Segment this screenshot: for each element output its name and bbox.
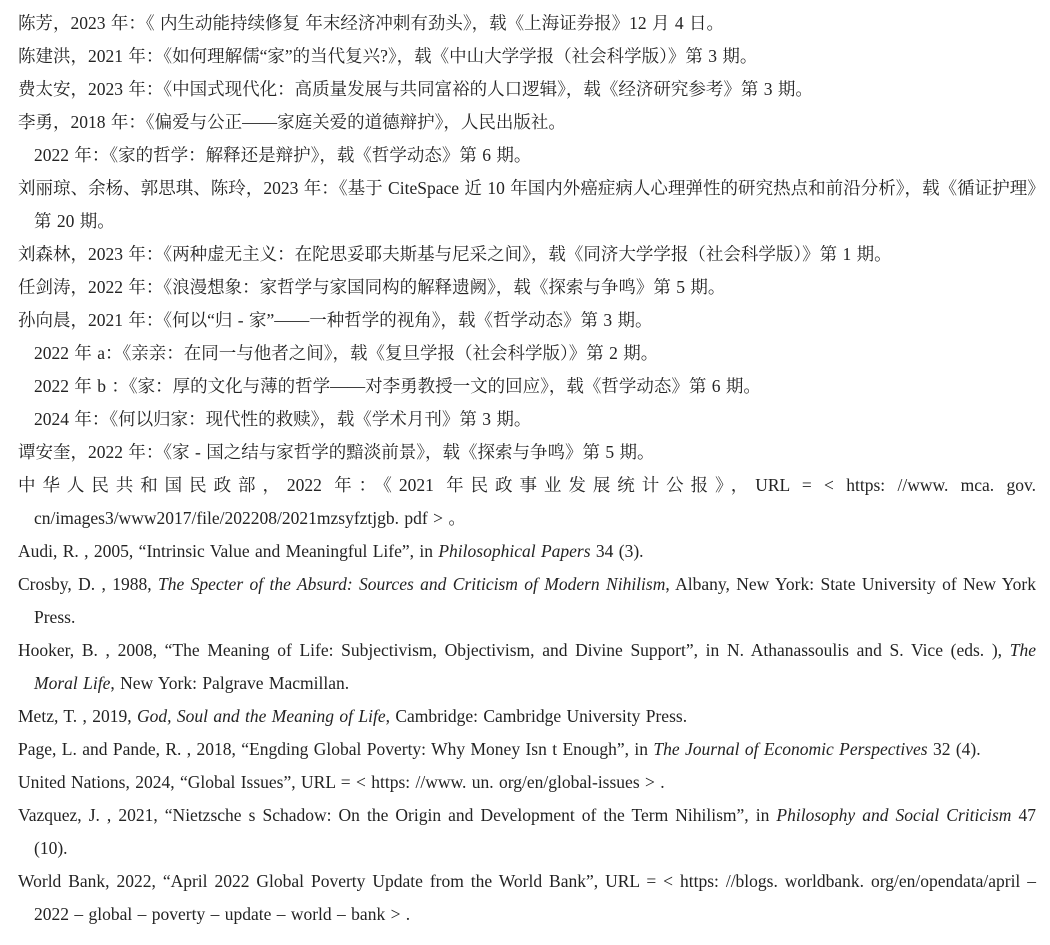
reference-text: , Cambridge: Cambridge University Press. — [385, 706, 688, 726]
reference-text: World Bank, 2022, “April 2022 Global Poverty Update from the World Bank”, URL = < https: //blogs. worldbank. org/en/opendata/april – 2022 – global – poverty – update – world – bank > . — [18, 871, 1036, 924]
reference-text: 2022 年 a：《亲亲：在同一与他者之间》，载《复旦学报（社会科学版）》第 2 期。 — [34, 343, 659, 363]
reference-entry — [18, 469, 1036, 535]
reference-entry — [18, 106, 1036, 139]
reference-entry — [18, 733, 1036, 766]
reference-text: 47 (10). — [34, 805, 1037, 858]
reference-text: Audi, R. , 2005, “Intrinsic Value and Meaningful Life”, in — [18, 541, 439, 561]
reference-list — [18, 7, 1036, 931]
reference-text: Hooker, B. , 2008, “The Meaning of Life: Subjectivism, Objectivism, and Divine Support”, in N. Athanassoulis and S. Vice (eds. ), — [18, 640, 1010, 660]
reference-text: , New York: Palgrave Macmillan. — [110, 673, 350, 693]
reference-text: 刘森林，2023 年：《两种虚无主义：在陀思妥耶夫斯基与尼采之间》，载《同济大学学报（社会科学版）》第 1 期。 — [18, 244, 892, 264]
reference-entry — [18, 40, 1036, 73]
reference-title-italic: The Specter of the Absurd: Sources and Criticism of Modern Nihilism — [158, 574, 666, 594]
reference-text: 34 (3). — [590, 541, 644, 561]
reference-text: United Nations, 2024, “Global Issues”, URL = < https: //www. un. org/en/global-issues > . — [18, 772, 665, 792]
reference-text: 费太安，2023 年：《中国式现代化：高质量发展与共同富裕的人口逻辑》，载《经济研究参考》第 3 期。 — [18, 79, 813, 99]
reference-entry — [18, 73, 1036, 106]
reference-text: Page, L. and Pande, R. , 2018, “Engding Global Poverty: Why Money Isn t Enough”, in — [18, 739, 654, 759]
reference-text: 2024 年：《何以归家：现代性的救赎》，载《学术月刊》第 3 期。 — [34, 409, 532, 429]
reference-text: 任剑涛，2022 年：《浪漫想象：家哲学与家国同构的解释遗阙》，载《探索与争鸣》第 5 期。 — [18, 277, 726, 297]
reference-text: Vazquez, J. , 2021, “Nietzsche s Schadow: On the Origin and Development of the Term Nihilism”, in — [18, 805, 777, 825]
reference-text: Crosby, D. , 1988, — [18, 574, 159, 594]
reference-title-italic: Philosophical Papers — [438, 541, 591, 561]
reference-title-italic: The Journal of Economic Perspectives — [653, 739, 928, 759]
reference-entry — [18, 370, 1036, 403]
reference-title-italic: The Moral Life — [34, 640, 1036, 693]
reference-entry — [18, 766, 1036, 799]
reference-entry — [18, 865, 1036, 931]
reference-entry — [18, 799, 1036, 865]
reference-entry — [18, 304, 1036, 337]
reference-title-italic: Philosophy and Social Criticism — [776, 805, 1012, 825]
reference-entry — [18, 634, 1036, 700]
reference-title-italic: God, Soul and the Meaning of Life — [137, 706, 386, 726]
reference-text: 中华人民共和国民政部，2022 年：《2021 年民政事业发展统计公报》，URL = < https: //www. mca. gov. cn/images3/www2017/file/202208/2021mzsyfztjgb. pdf > 。 — [18, 475, 1036, 528]
reference-entry — [18, 139, 1036, 172]
reference-entry — [18, 238, 1036, 271]
reference-text: 2022 年：《家的哲学：解释还是辩护》，载《哲学动态》第 6 期。 — [34, 145, 532, 165]
reference-entry — [18, 172, 1036, 238]
reference-text: , Albany, New York: State University of New York Press. — [34, 574, 1036, 627]
reference-text: 刘丽琼、余杨、郭思琪、陈玲，2023 年：《基于 CiteSpace 近 10 年国内外癌症病人心理弹性的研究热点和前沿分析》，载《循证护理》第 20 期。 — [18, 178, 1036, 231]
reference-entry — [18, 7, 1036, 40]
reference-text: 2022 年 b ：《家：厚的文化与薄的哲学——对李勇教授一文的回应》，载《哲学动态》第 6 期。 — [34, 376, 761, 396]
reference-entry — [18, 535, 1036, 568]
reference-text: 谭安奎，2022 年：《家 - 国之结与家哲学的黯淡前景》，载《探索与争鸣》第 5 期。 — [18, 442, 655, 462]
reference-text: 陈芳，2023 年：《 内生动能持续修复 年末经济冲刺有劲头》，载《上海证券报》12 月 4 日。 — [18, 13, 724, 33]
reference-text: 孙向晨，2021 年：《何以“归 - 家”——一种哲学的视角》，载《哲学动态》第 3 期。 — [18, 310, 653, 330]
reference-text: 32 (4). — [927, 739, 981, 759]
reference-entry — [18, 568, 1036, 634]
reference-text: 陈建洪，2021 年：《如何理解儒“家”的当代复兴?》，载《中山大学学报（社会科学版）》第 3 期。 — [18, 46, 758, 66]
reference-entry — [18, 700, 1036, 733]
reference-entry — [18, 403, 1036, 436]
reference-entry — [18, 337, 1036, 370]
reference-entry — [18, 271, 1036, 304]
reference-entry — [18, 436, 1036, 469]
reference-text: 李勇，2018 年：《偏爱与公正——家庭关爱的道德辩护》，人民出版社。 — [18, 112, 566, 132]
reference-text: Metz, T. , 2019, — [18, 706, 138, 726]
